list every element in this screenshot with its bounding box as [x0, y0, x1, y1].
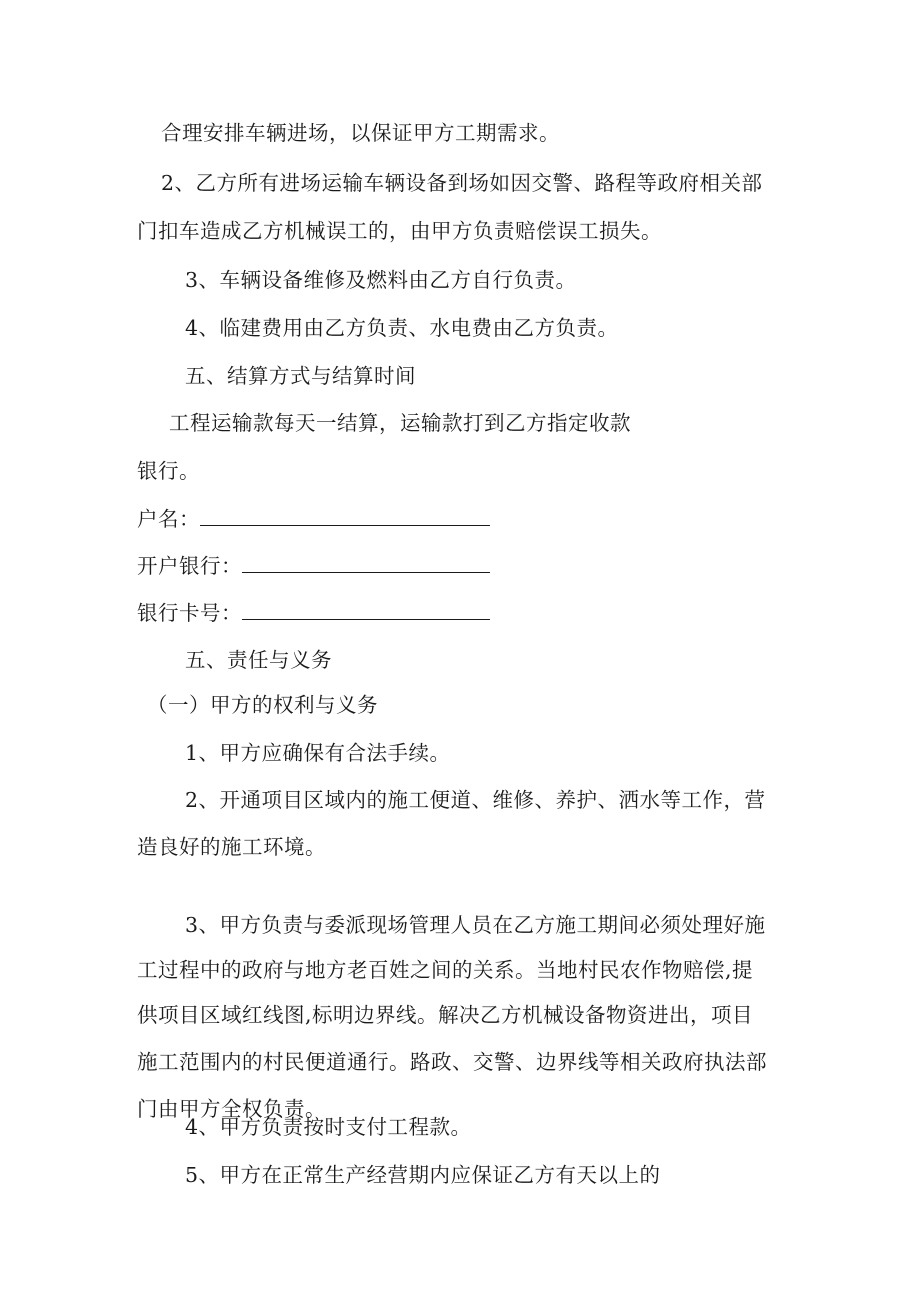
paragraph-line: 2、开通项目区域内的施工便道、维修、养护、洒水等工作，营: [185, 788, 766, 812]
paragraph-line: 1、甲方应确保有合法手续。: [185, 741, 451, 765]
paragraph-line: 工程运输款每天一结算，运输款打到乙方指定收款: [169, 411, 631, 435]
field-label: 银行卡号：: [137, 601, 242, 625]
field-bank-name: [137, 551, 490, 581]
field-label: 开户银行：: [137, 554, 242, 578]
section-heading: 五、责任与义务: [185, 648, 332, 672]
paragraph-line: 造良好的施工环境。: [137, 835, 326, 859]
paragraph-line: 合理安排车辆进场，以保证甲方工期需求。: [161, 121, 560, 145]
paragraph-line: 4、甲方负责按时支付工程款。: [185, 1115, 472, 1139]
paragraph-line: 银行。: [137, 459, 200, 483]
paragraph-line: 4、临建费用由乙方负责、水电费由乙方负责。: [185, 316, 619, 340]
section-heading: 五、结算方式与结算时间: [185, 364, 416, 388]
paragraph-line: 门扣车造成乙方机械误工的，由甲方负责赔偿误工损失。: [137, 219, 662, 243]
paragraph-line: 3、车辆设备维修及燃料由乙方自行负责。: [185, 268, 577, 292]
field-label: 户名：: [137, 507, 200, 531]
paragraph-line: 工过程中的政府与地方老百姓之间的关系。当地村民农作物赔偿,提: [137, 958, 754, 982]
paragraph-line: 3、甲方负责与委派现场管理人员在乙方施工期间必须处理好施: [185, 913, 766, 937]
field-account-name: [137, 504, 490, 534]
paragraph-line: 5、甲方在正常生产经营期内应保证乙方有天以上的: [185, 1163, 661, 1187]
paragraph-line: 门由甲方全权负责。: [137, 1097, 326, 1121]
blank-line: [242, 599, 490, 620]
paragraph-line: 施工范围内的村民便道通行。路政、交警、边界线等相关政府执法部: [137, 1050, 767, 1074]
subsection-heading: （一）甲方的权利与义务: [147, 693, 378, 717]
field-card-number: [137, 598, 490, 628]
blank-line: [200, 505, 490, 526]
paragraph-line: 供项目区域红线图,标明边界线。解决乙方机械设备物资进出，项目: [137, 1003, 754, 1027]
blank-line: [242, 552, 490, 573]
paragraph-line: 2、乙方所有进场运输车辆设备到场如因交警、路程等政府相关部: [161, 171, 763, 195]
